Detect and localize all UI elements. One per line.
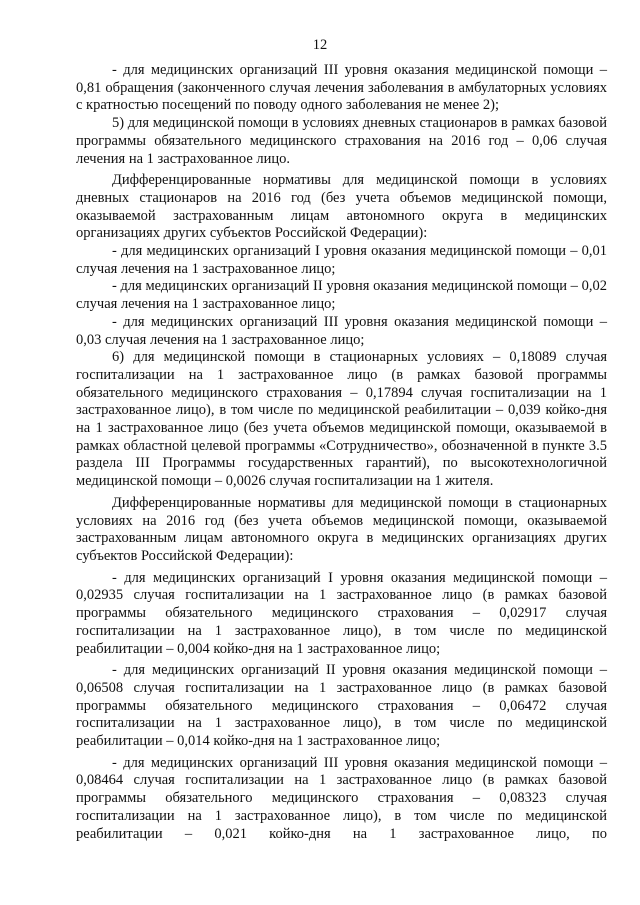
paragraph-inpatient-differentiated: Дифференцированные нормативы для медицинской помощи в стационарных условиях на 2016 год (без учета объемов медицинской помощи, оказываемой застрахованным лицам автономного округа в медицинских организациях других субъектов Российской Федерации): (76, 494, 607, 564)
page-number: 12 (312, 37, 328, 53)
paragraph-day-hospital-level1: - для медицинских организаций I уровня оказания медицинской помощи – 0,01 случая лечения на 1 застрахованное лицо; (76, 243, 607, 277)
paragraph-inpatient-level3: - для медицинских организаций III уровня оказания медицинской помощи – 0,08464 случая госпитализации на 1 застрахованное лицо (в рамках базовой программы обязательного медицинского страхования – 0,08323 случая госпитализации на 1 застрахованное лицо), в том числе по медицинской реабилитации – 0,021 койко-дня на 1 застрахованное лицо, по (76, 754, 607, 842)
paragraph-inpatient-level1: - для медицинских организаций I уровня оказания медицинской помощи – 0,02935 случая госпитализации на 1 застрахованное лицо (в рамках базовой программы обязательного медицинского страхования – 0,02917 случая госпитализации на 1 застрахованное лицо), в том числе по медицинской реабилитации – 0,004 койко-дня на 1 застрахованное лицо; (76, 569, 607, 657)
document-body (76, 62, 607, 843)
paragraph-level3-outpatient: - для медицинских организаций III уровня оказания медицинской помощи – 0,81 обращения (законченного случая лечения заболевания в амбулаторных условиях с кратностью посещений по поводу одного заболевания не менее 2); (76, 62, 607, 114)
paragraph-inpatient-norm: 6) для медицинской помощи в стационарных условиях – 0,18089 случая госпитализации на 1 застрахованное лицо (в рамках базовой программы обязательного медицинского страхования – 0,17894 случая госпитализации на 1 застрахованное лицо), в том числе по медицинской реабилитации – 0,039 койко-дня на 1 застрахованное лицо (без учета объемов медицинской помощи, оказываемой в рамках областной целевой программы «Сотрудничество», обозначенной в пункте 3.5 раздела III Программы государственных гарантий), по высокотехнологичной медицинской помощи – 0,0026 случая госпитализации на 1 жителя. (76, 349, 607, 490)
paragraph-day-hospital-differentiated: Дифференцированные нормативы для медицинской помощи в условиях дневных стационаров на 2016 год (без учета объемов медицинской помощи, оказываемой застрахованным лицам автономного округа в медицинских организациях других субъектов Российской Федерации): (76, 172, 607, 242)
paragraph-day-hospital-level3: - для медицинских организаций III уровня оказания медицинской помощи – 0,03 случая лечения на 1 застрахованное лицо; (76, 313, 607, 348)
paragraph-day-hospital-level2: - для медицинских организаций II уровня оказания медицинской помощи – 0,02 случая лечения на 1 застрахованное лицо; (76, 278, 607, 313)
paragraph-day-hospital-norm: 5) для медицинской помощи в условиях дневных стационаров в рамках базовой программы обязательного медицинского страхования на 2016 год – 0,06 случая лечения на 1 застрахованное лицо. (76, 115, 607, 167)
paragraph-inpatient-level2: - для медицинских организаций II уровня оказания медицинской помощи – 0,06508 случая госпитализации на 1 застрахованное лицо (в рамках базовой программы обязательного медицинского страхования – 0,06472 случая госпитализации на 1 застрахованное лицо), в том числе по медицинской реабилитации – 0,014 койко-дня на 1 застрахованное лицо; (76, 662, 607, 750)
